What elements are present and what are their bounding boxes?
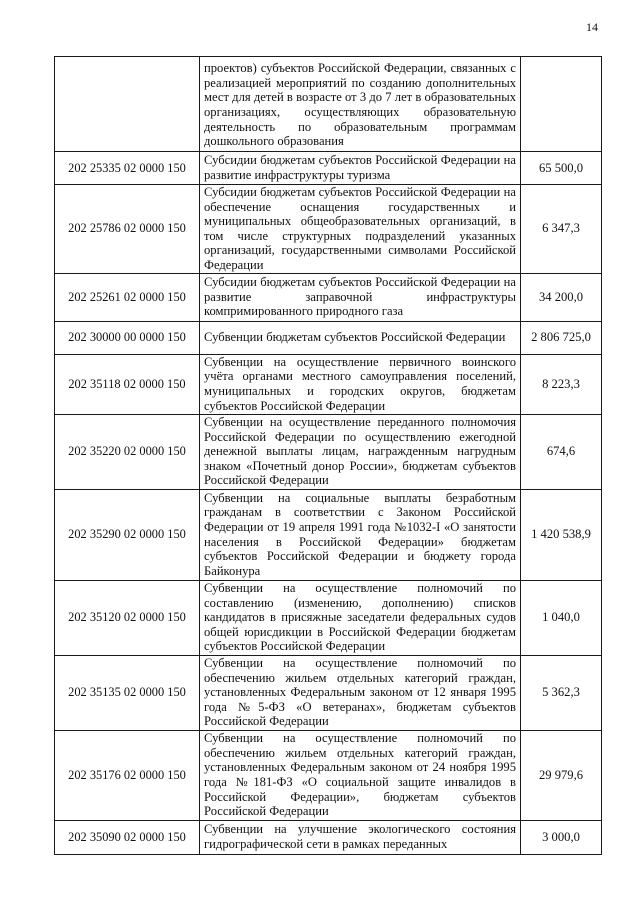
row-name: Субвенции бюджетам субъектов Российской Федерации: [200, 321, 521, 354]
table-row: [55, 489, 602, 580]
row-code: 202 35118 02 0000 150: [55, 354, 200, 414]
table-row: [55, 655, 602, 730]
row-amount: 674,6: [521, 414, 602, 489]
row-amount: 3 000,0: [521, 820, 602, 854]
row-code: 202 25786 02 0000 150: [55, 185, 200, 274]
row-name: Субсидии бюджетам субъектов Российской Федерации на развитие инфраструктуры туризма: [200, 152, 521, 185]
table-row: [55, 57, 602, 152]
row-amount: 34 200,0: [521, 273, 602, 321]
row-code: 202 25261 02 0000 150: [55, 273, 200, 321]
row-code: 202 35120 02 0000 150: [55, 580, 200, 655]
table-row: [55, 730, 602, 820]
table-row: [55, 414, 602, 489]
row-amount: 1 420 538,9: [521, 489, 602, 580]
table-row: [55, 185, 602, 274]
row-code: [55, 57, 200, 152]
row-amount: 65 500,0: [521, 152, 602, 185]
row-amount: 29 979,6: [521, 730, 602, 820]
row-code: 202 35220 02 0000 150: [55, 414, 200, 489]
row-amount: 8 223,3: [521, 354, 602, 414]
row-name: Субвенции на осуществление полномочий по составлению (изменению, дополнению) списков кандидатов в присяжные заседатели федеральных судов общей юрисдикции в Российской Федерации бюджетам субъектов Российской Федерации: [200, 580, 521, 655]
table-row: [55, 820, 602, 854]
table-row: [55, 580, 602, 655]
row-amount: 1 040,0: [521, 580, 602, 655]
row-name: Субвенции на осуществление первичного воинского учёта органами местного самоуправления поселений, муниципальных и городских округов, бюджетам субъектов Российской Федерации: [200, 354, 521, 414]
row-code: 202 35176 02 0000 150: [55, 730, 200, 820]
row-amount: 2 806 725,0: [521, 321, 602, 354]
row-name: Субвенции на осуществление полномочий по обеспечению жильем отдельных категорий граждан, установленных Федеральным законом от 24 ноября 1995 года №181-ФЗ «О социальной защите инвалидов в Российской Федерации», бюджетам субъектов Российской Федерации: [200, 730, 521, 820]
table-row: [55, 273, 602, 321]
row-code: 202 30000 00 0000 150: [55, 321, 200, 354]
budget-revenue-table: [54, 56, 602, 855]
table-row: [55, 321, 602, 354]
row-name: проектов) субъектов Российской Федерации, связанных с реализацией мероприятий по созданию дополнительных мест для детей в возрасте от 3 до 7 лет в образовательных организациях, осуществляющих образовательную деятельность по образовательным программам дошкольного образования: [200, 57, 521, 152]
table-row: [55, 152, 602, 185]
row-name: Субвенции на осуществление полномочий по обеспечению жильем отдельных категорий граждан, установленных Федеральным законом от 12 января 1995 года №5-ФЗ «О ветеранах», бюджетам субъектов Российской Федерации: [200, 655, 521, 730]
row-name: Субвенции на социальные выплаты безработным гражданам в соответствии с Законом Российской Федерации от 19 апреля 1991 года №1032-I «О занятости населения в Российской Федерации» бюджетам субъектов Российской Федерации и бюджету города Байконура: [200, 489, 521, 580]
row-name: Субсидии бюджетам субъектов Российской Федерации на обеспечение оснащения государственных и муниципальных общеобразовательных организаций, в том числе структурных подразделений указанных организаций, государственными символами Российской Федерации: [200, 185, 521, 274]
row-code: 202 35090 02 0000 150: [55, 820, 200, 854]
row-code: 202 25335 02 0000 150: [55, 152, 200, 185]
row-name: Субвенции на улучшение экологического состояния гидрографической сети в рамках переданных: [200, 820, 521, 854]
row-amount: 5 362,3: [521, 655, 602, 730]
row-name: Субсидии бюджетам субъектов Российской Федерации на развитие заправочной инфраструктуры компримированного природного газа: [200, 273, 521, 321]
row-code: 202 35135 02 0000 150: [55, 655, 200, 730]
page-number: 14: [586, 20, 598, 34]
row-amount: [521, 57, 602, 152]
row-amount: 6 347,3: [521, 185, 602, 274]
table-row: [55, 354, 602, 414]
row-name: Субвенции на осуществление переданного полномочия Российской Федерации по осуществлению ежегодной денежной выплаты лицам, награжденным нагрудным знаком «Почетный донор России», бюджетам субъектов Российской Федерации: [200, 414, 521, 489]
row-code: 202 35290 02 0000 150: [55, 489, 200, 580]
